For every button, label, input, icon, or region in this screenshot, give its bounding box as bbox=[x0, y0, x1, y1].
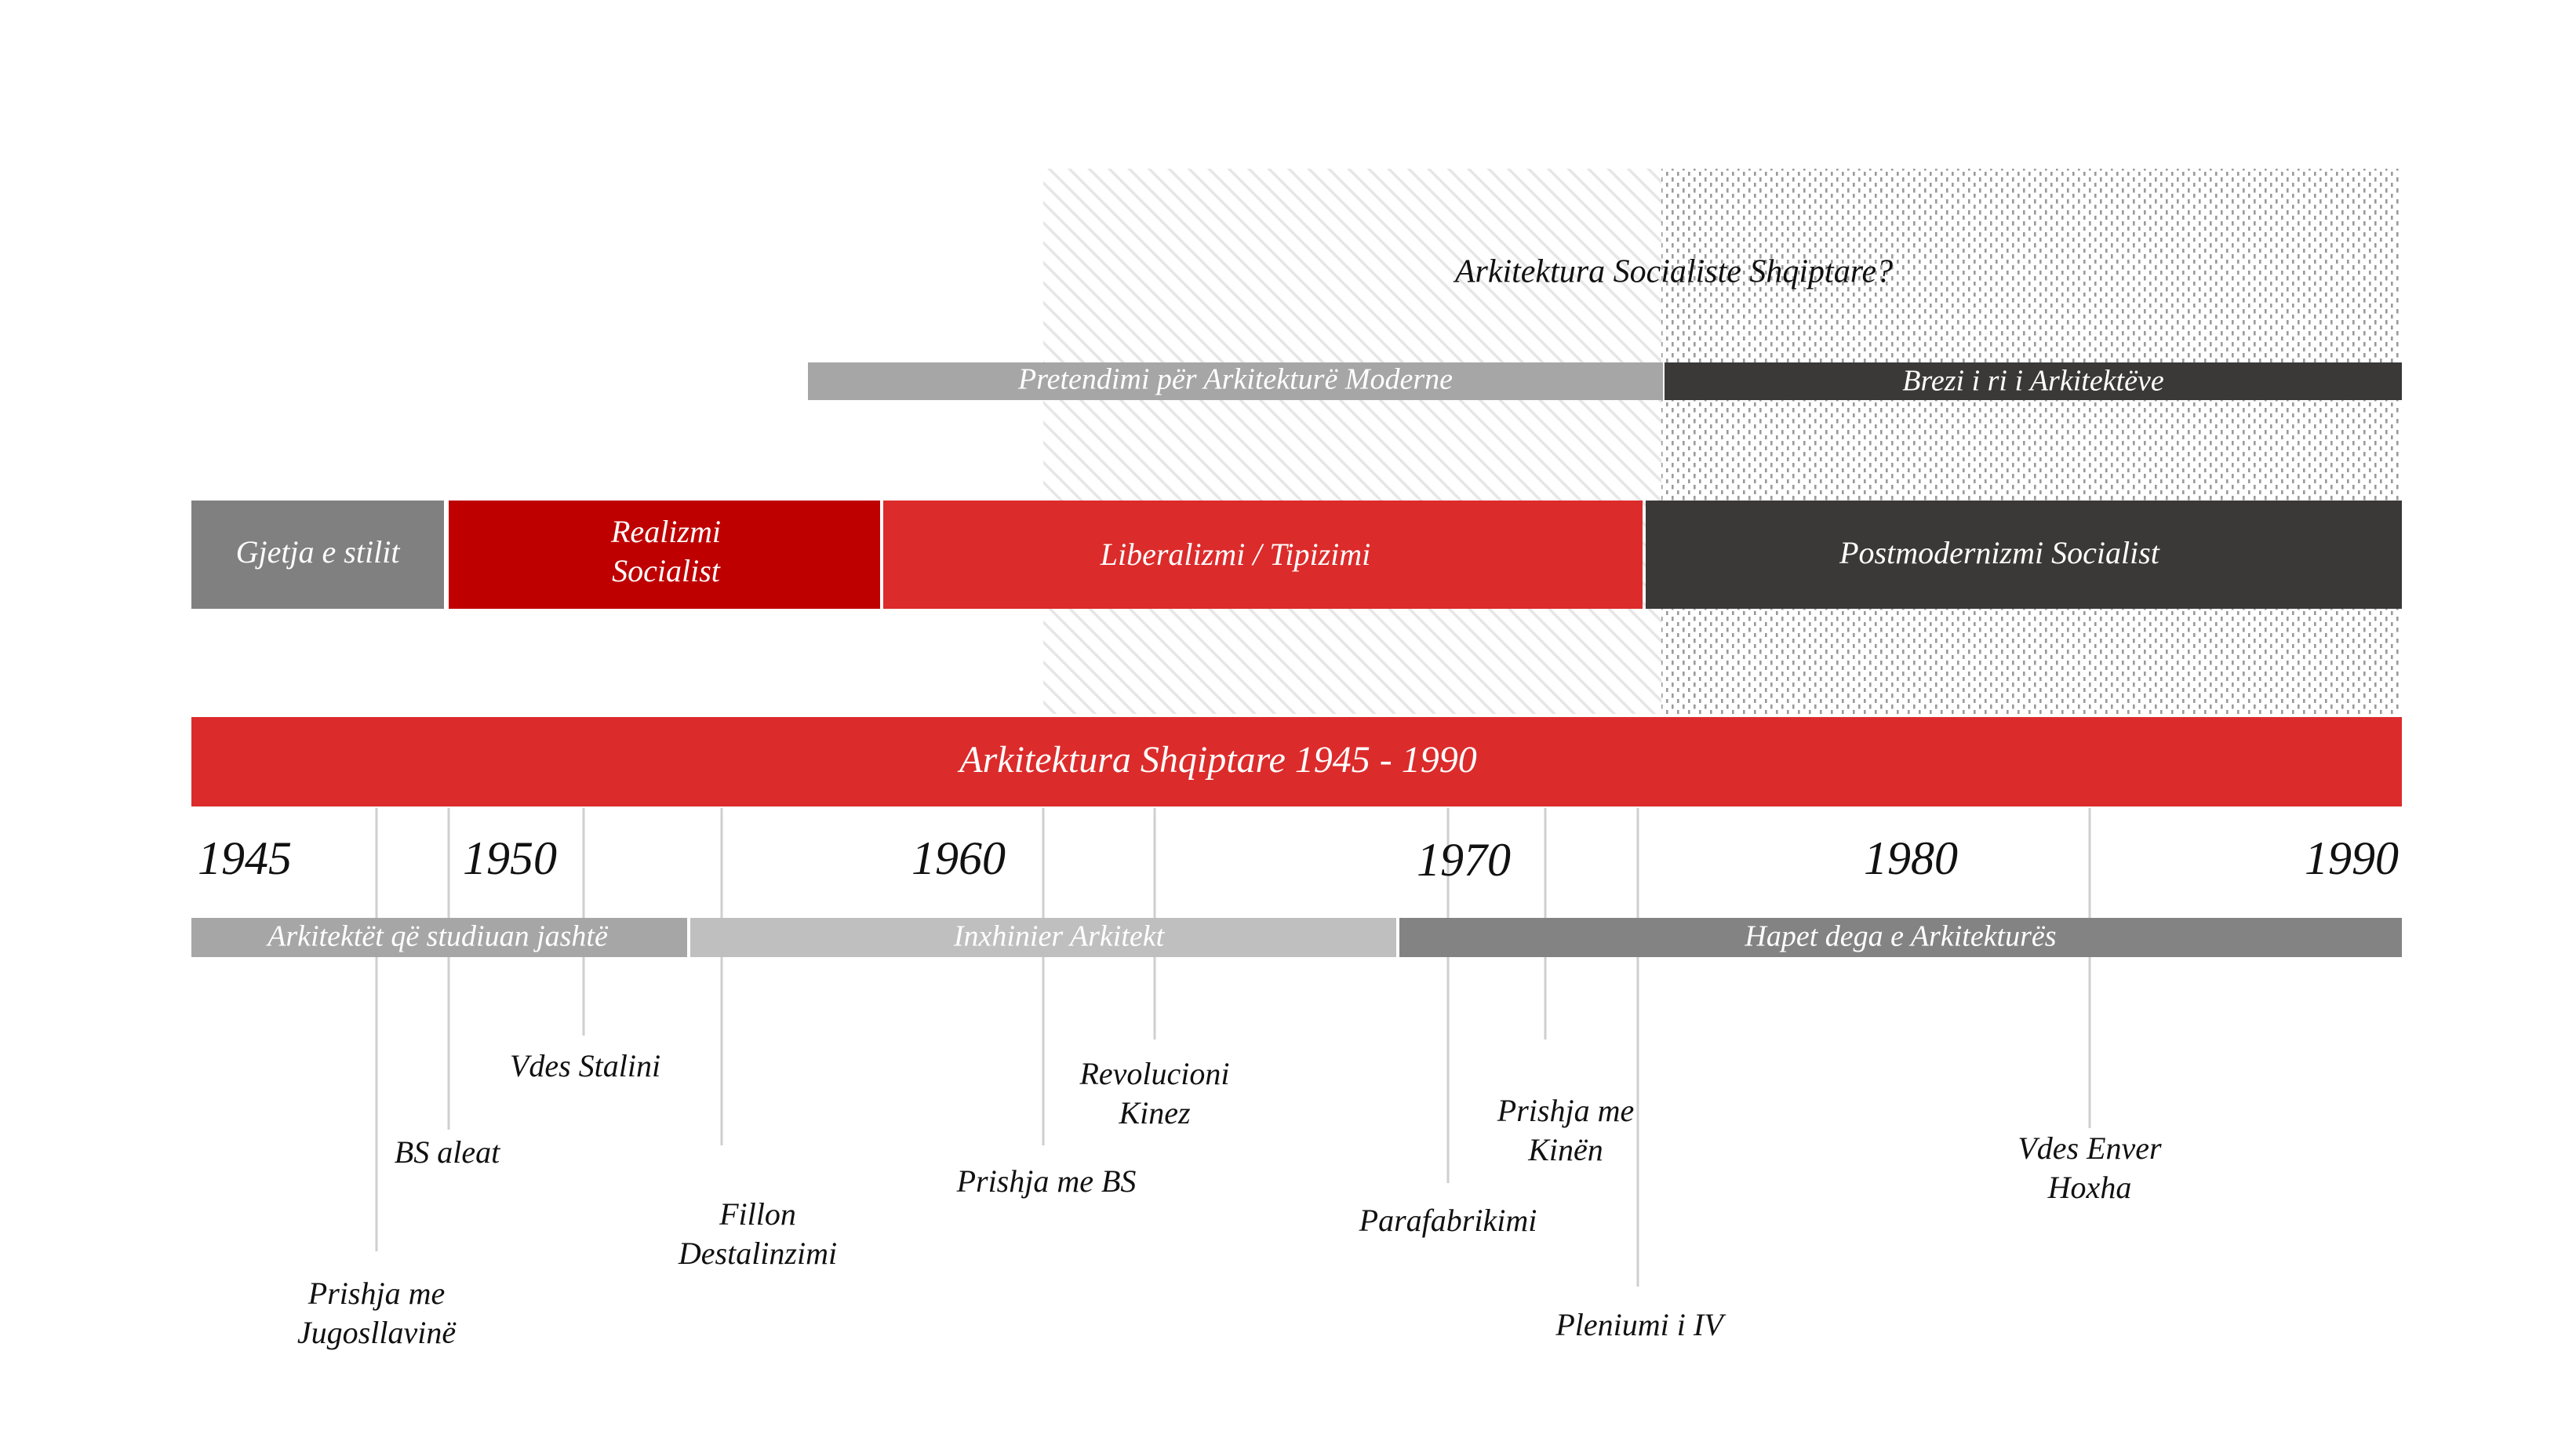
period-gjetja-label: Gjetja e stilit bbox=[235, 534, 400, 570]
year-1980: 1980 bbox=[1864, 832, 1958, 884]
event-parafabrikimi: Parafabrikimi bbox=[1359, 1203, 1537, 1239]
education-engineer-label: Inxhinier Arkitekt bbox=[953, 919, 1165, 953]
event-enver-1: Vdes Enver bbox=[2018, 1130, 2162, 1167]
event-kina-2: Kinën bbox=[1528, 1132, 1603, 1168]
period-realizmi-label-2: Socialist bbox=[612, 553, 720, 589]
postmodern-era-dots bbox=[1661, 169, 2402, 714]
year-1960: 1960 bbox=[911, 832, 1006, 884]
event-pleniumi: Pleniumi i IV bbox=[1555, 1307, 1723, 1343]
main-timeline-title: Arkitektura Shqiptare 1945 - 1990 bbox=[959, 739, 1477, 781]
event-stalini: Vdes Stalini bbox=[509, 1048, 661, 1084]
socialist-question-label: Arkitektura Socialiste Shqiptare? bbox=[1454, 253, 1894, 290]
event-revolucioni-1: Revolucioni bbox=[1079, 1056, 1230, 1092]
event-enver-2: Hoxha bbox=[2047, 1170, 2132, 1206]
year-1950: 1950 bbox=[463, 832, 557, 884]
event-jugosllavia-2: Jugosllavinë bbox=[297, 1315, 457, 1351]
event-prishja-bs: Prishja me BS bbox=[956, 1163, 1137, 1200]
year-1970: 1970 bbox=[1417, 833, 1511, 886]
period-postmodernizmi-label: Postmodernizmi Socialist bbox=[1839, 535, 2159, 571]
pretendimi-label: Pretendimi për Arkitekturë Moderne bbox=[1017, 362, 1454, 396]
event-kina-1: Prishja me bbox=[1497, 1093, 1635, 1129]
event-revolucioni-2: Kinez bbox=[1119, 1095, 1191, 1131]
education-faculty-label: Hapet dega e Arkitekturës bbox=[1745, 919, 2057, 953]
period-liberalizmi-label: Liberalizmi / Tipizimi bbox=[1100, 537, 1371, 573]
event-tick-lines bbox=[377, 808, 2090, 1287]
liberal-era-hatch bbox=[1043, 169, 1661, 714]
event-destalinzimi-1: Fillon bbox=[719, 1196, 796, 1232]
period-realizmi-label-1: Realizmi bbox=[611, 514, 721, 550]
year-1945: 1945 bbox=[198, 832, 292, 884]
event-destalinzimi-2: Destalinzimi bbox=[678, 1236, 838, 1272]
event-bs-aleat: BS aleat bbox=[394, 1134, 500, 1170]
education-abroad-label: Arkitektët që studiuan jashtë bbox=[267, 919, 608, 953]
year-1990: 1990 bbox=[2305, 832, 2399, 884]
brezi-label: Brezi i ri i Arkitektëve bbox=[1902, 364, 2164, 398]
event-jugosllavia-1: Prishja me bbox=[307, 1276, 446, 1312]
